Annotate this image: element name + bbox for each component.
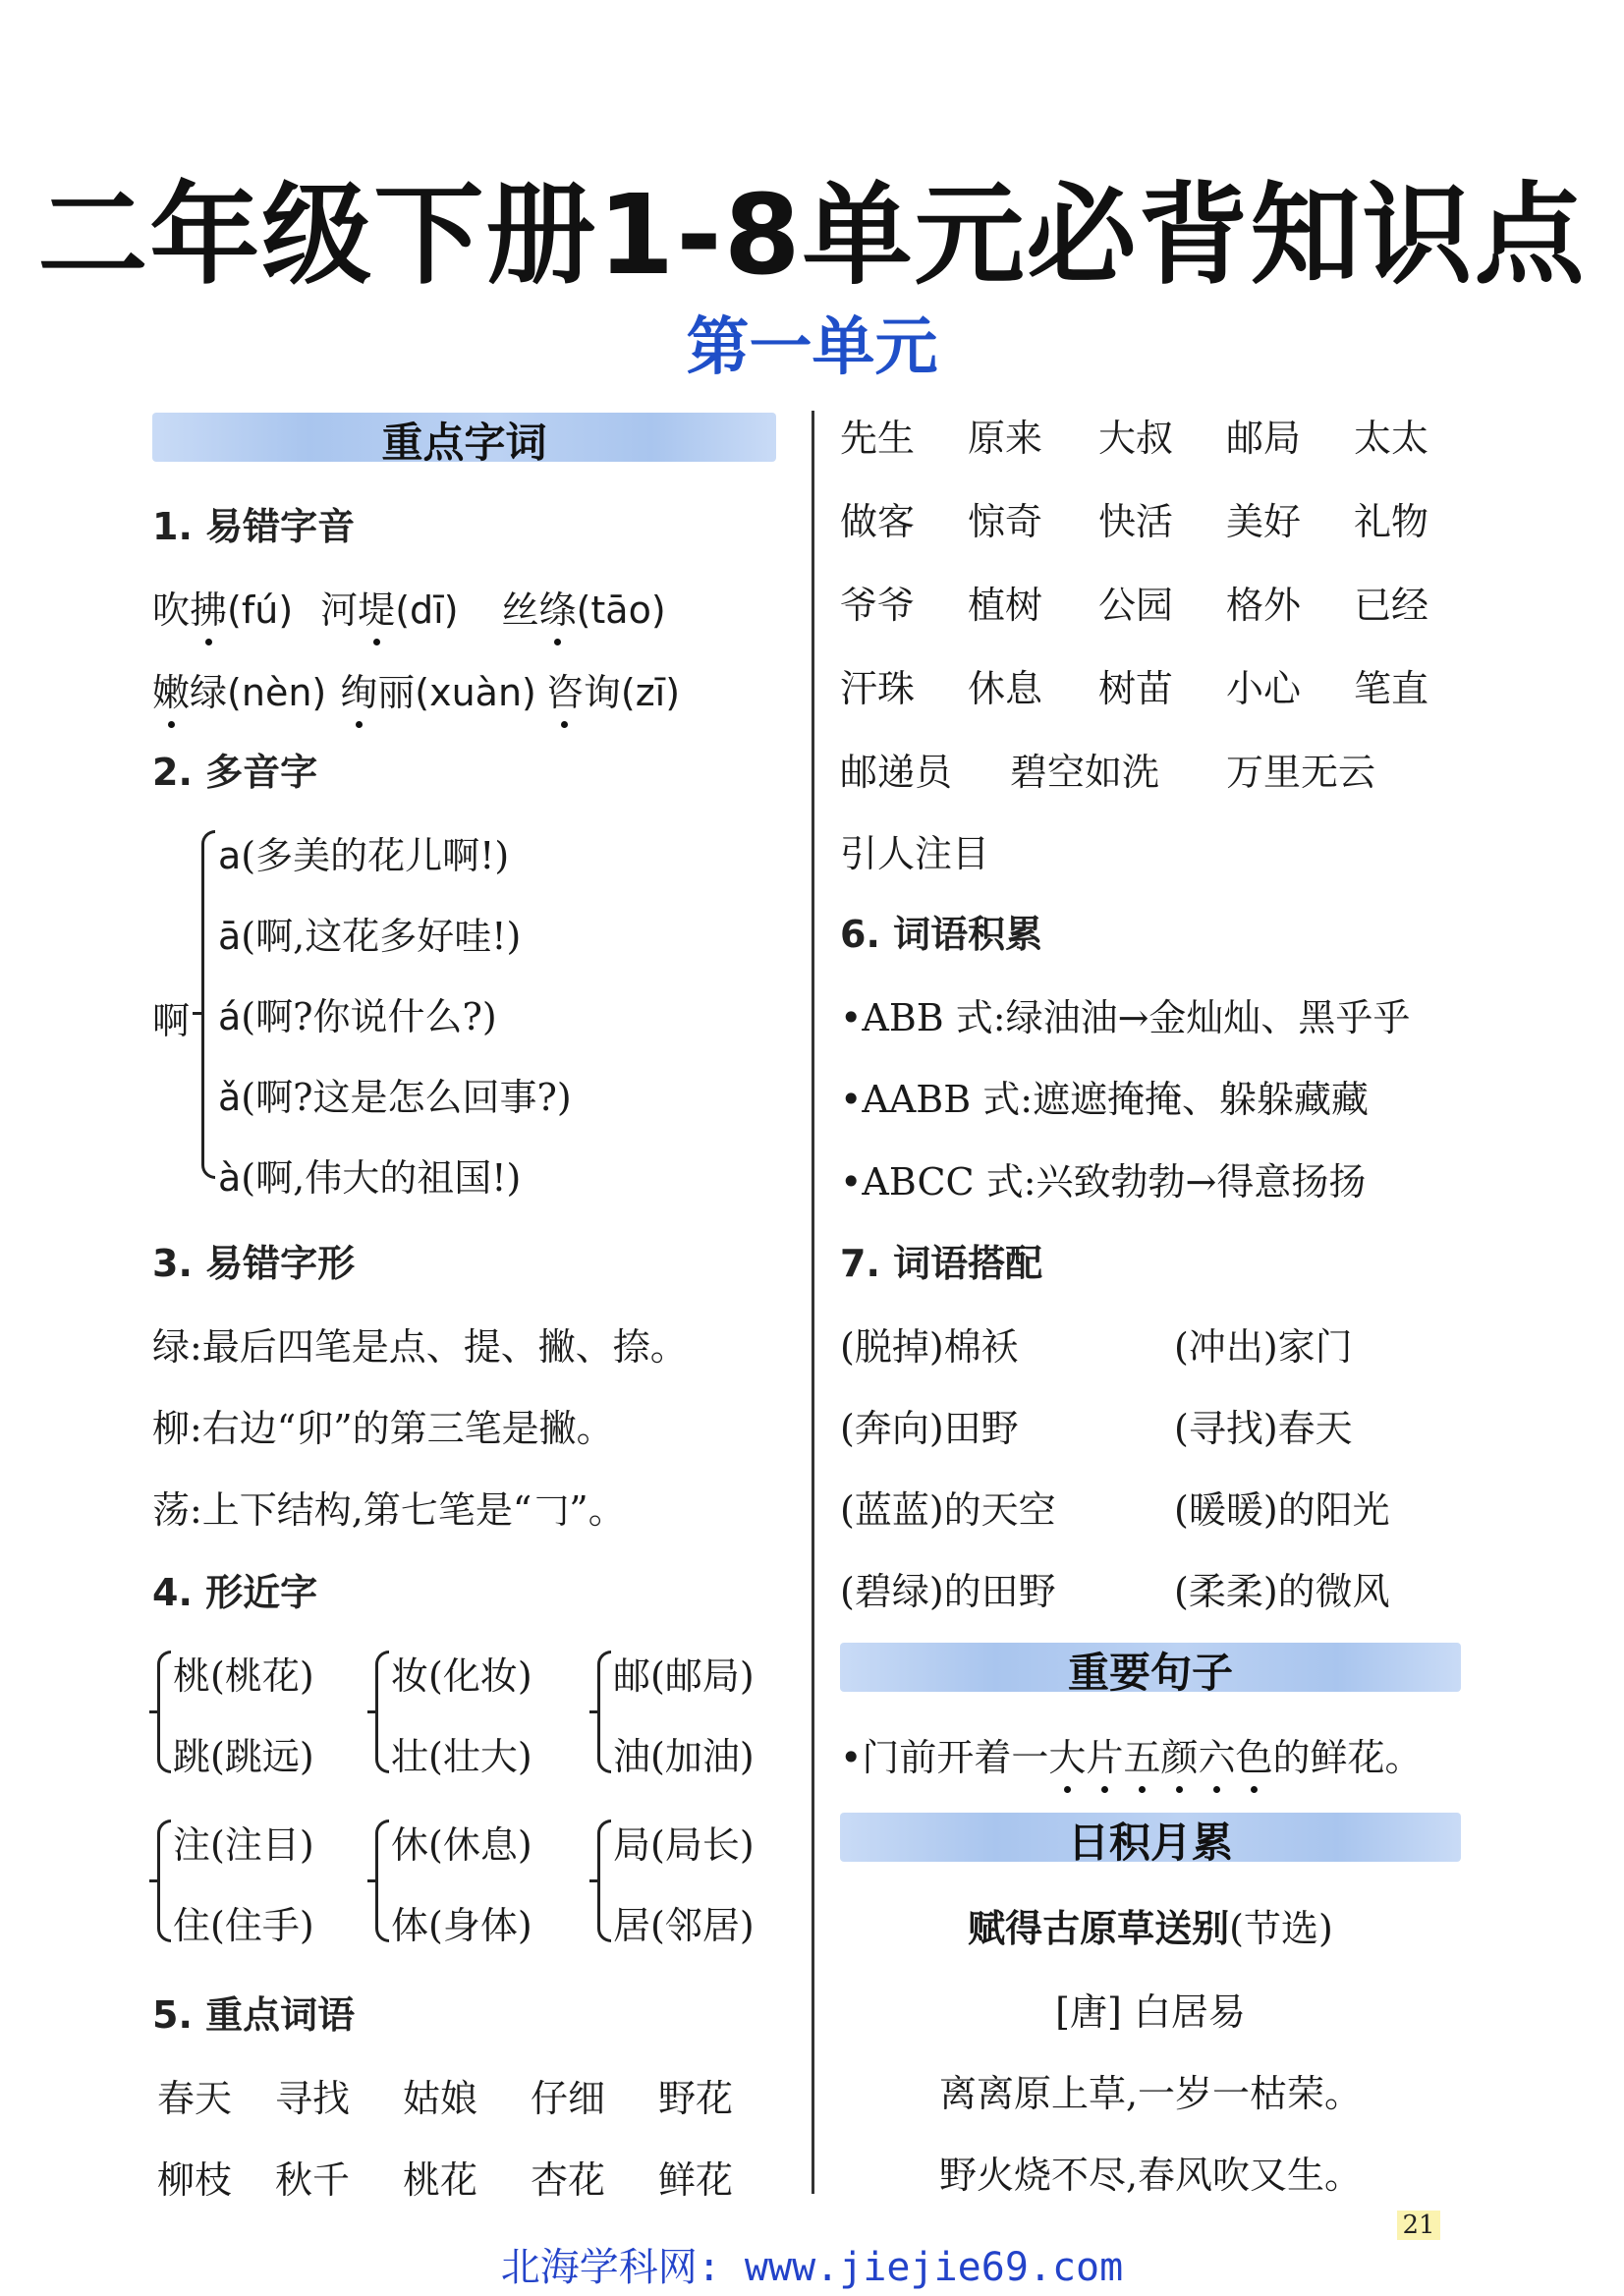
- word-group: 咨询(zī): [546, 662, 680, 716]
- column-divider: [812, 411, 814, 2194]
- collocation: (柔柔)的微风: [1174, 1570, 1390, 1613]
- section-band-label: 日积月累: [1067, 1819, 1233, 1867]
- hanzi: 咨: [546, 662, 584, 716]
- poem-line: 离离原上草,一岁一枯荣。: [938, 2072, 1363, 2115]
- brace-tip: [149, 1710, 159, 1713]
- collocation: (寻找)春天: [1174, 1407, 1353, 1450]
- key-word: 笔直: [1354, 667, 1429, 710]
- heading-similar-chars: 4. 形近字: [152, 1571, 318, 1614]
- brace-tip: [193, 1012, 202, 1015]
- hanzi: 绚: [340, 662, 377, 716]
- key-word: 公园: [1098, 584, 1174, 627]
- emphasized-char: 色: [1236, 1727, 1273, 1781]
- emphasized-char: 片: [1086, 1727, 1123, 1781]
- polyphonic-item: à(啊,伟大的祖国!): [218, 1156, 522, 1200]
- similar-char: 局(局长): [613, 1823, 755, 1867]
- similar-char: 跳(跳远): [173, 1735, 314, 1778]
- poem-title: 赋得古原草送别(节选): [968, 1907, 1333, 1950]
- similar-char: 邮(邮局): [613, 1654, 755, 1698]
- brace: [157, 1651, 171, 1773]
- brace: [201, 830, 215, 1179]
- hanzi: 吹: [152, 588, 191, 632]
- key-word: 小心: [1226, 667, 1302, 710]
- key-word: 礼物: [1354, 500, 1429, 543]
- word-pattern: •ABCC 式:兴致勃勃→得意扬扬: [840, 1160, 1367, 1204]
- key-word: 休息: [968, 667, 1043, 710]
- key-word: 汗珠: [840, 667, 916, 710]
- key-word: 树苗: [1098, 667, 1174, 710]
- key-word: 爷爷: [840, 584, 916, 627]
- brace-tip: [367, 1710, 377, 1713]
- emphasized-char: 五: [1123, 1727, 1160, 1781]
- similar-char: 油(加油): [613, 1735, 755, 1778]
- page-number: 21: [1397, 2211, 1440, 2240]
- key-word: 桃花: [403, 2158, 478, 2202]
- key-word: 已经: [1354, 584, 1429, 627]
- word-group: 嫩绿(nèn): [152, 662, 326, 716]
- collocation: (暖暖)的阳光: [1174, 1488, 1390, 1532]
- key-word: 做客: [840, 500, 916, 543]
- collocation: (蓝蓝)的天空: [840, 1488, 1056, 1532]
- similar-char: 住(住手): [173, 1904, 314, 1947]
- heading-pronunciation: 1. 易错字音: [152, 505, 356, 548]
- key-word: 美好: [1226, 500, 1302, 543]
- page-title: 二年级下册1-8单元必背知识点: [37, 172, 1587, 300]
- emphasized-char: 六: [1198, 1727, 1235, 1781]
- heading-word-accumulation: 6. 词语积累: [840, 913, 1043, 956]
- key-word: 太太: [1354, 417, 1429, 460]
- hanzi: 丝: [501, 588, 539, 632]
- key-sentence: •门前开着一大片五颜六色的鲜花。: [840, 1727, 1423, 1781]
- poem-author: [唐] 白居易: [1055, 1990, 1246, 2034]
- key-word: 邮递员: [840, 751, 953, 794]
- key-word: 鲜花: [658, 2158, 734, 2202]
- collocation: (脱掉)棉袄: [840, 1325, 1019, 1369]
- similar-char: 妆(化妆): [391, 1654, 532, 1698]
- emphasized-char: 颜: [1160, 1727, 1198, 1781]
- hanzi: 嫩: [152, 662, 190, 716]
- key-word: 仔细: [531, 2077, 606, 2120]
- pronunciation-row: [152, 662, 680, 716]
- key-word: 春天: [157, 2077, 233, 2120]
- key-word: 万里无云: [1226, 751, 1376, 794]
- polyphonic-item: ǎ(啊?这是怎么回事?): [218, 1076, 572, 1119]
- unit-title: 第一单元: [686, 311, 938, 384]
- key-word: 野花: [658, 2077, 734, 2120]
- brace-tip: [589, 1879, 599, 1882]
- collocation: (冲出)家门: [1174, 1325, 1353, 1369]
- hanzi: 丽: [377, 671, 416, 714]
- polyphonic-item: ā(啊,这花多好哇!): [218, 915, 522, 958]
- word-pattern: •AABB 式:遮遮掩掩、躲躲藏藏: [840, 1078, 1370, 1121]
- key-word: 邮局: [1226, 417, 1302, 460]
- section-band-label: 重点字词: [381, 419, 547, 467]
- key-word: 引人注目: [840, 832, 990, 875]
- key-word: 秋千: [275, 2158, 351, 2202]
- poem-line: 野火烧不尽,春风吹又生。: [938, 2154, 1363, 2197]
- similar-char: 体(身体): [391, 1904, 532, 1947]
- collocation: (奔向)田野: [840, 1407, 1019, 1450]
- heading-key-words: 5. 重点词语: [152, 1993, 356, 2037]
- key-word: 原来: [968, 417, 1043, 460]
- pronunciation-row: [152, 580, 666, 634]
- heading-polyphonic: 2. 多音字: [152, 751, 318, 794]
- key-word: 先生: [840, 417, 916, 460]
- polyphonic-item: á(啊?你说什么?): [218, 995, 497, 1038]
- brace: [375, 1820, 389, 1942]
- hanzi: 询: [583, 671, 621, 714]
- brace: [157, 1820, 171, 1942]
- brace: [597, 1651, 611, 1773]
- footer-watermark: 北海学科网: www.jiejie69.com: [500, 2245, 1124, 2290]
- word-pattern: •ABB 式:绿油油→金灿灿、黑乎乎: [840, 996, 1411, 1039]
- key-word: 杏花: [531, 2158, 606, 2202]
- key-word: 植树: [968, 584, 1043, 627]
- brace: [375, 1651, 389, 1773]
- glyph-note: 柳:右边“卯”的第三笔是撇。: [152, 1407, 614, 1450]
- similar-char: 注(注目): [173, 1823, 314, 1867]
- glyph-note: 绿:最后四笔是点、提、撇、捺。: [152, 1325, 688, 1369]
- key-word: 快活: [1098, 500, 1174, 543]
- hanzi: 河: [320, 588, 359, 632]
- hanzi: 堤: [358, 580, 395, 634]
- similar-char: 桃(桃花): [173, 1654, 314, 1698]
- word-group: 吹拂(fú): [152, 580, 293, 634]
- section-band-label: 重要句子: [1067, 1649, 1233, 1697]
- key-word: 格外: [1226, 584, 1302, 627]
- key-word: 惊奇: [968, 500, 1043, 543]
- emphasized-char: 大: [1048, 1727, 1086, 1781]
- brace-tip: [589, 1710, 599, 1713]
- brace-tip: [149, 1879, 159, 1882]
- polyphonic-item: a(多美的花儿啊!): [218, 834, 510, 877]
- key-word: 大叔: [1098, 417, 1174, 460]
- glyph-note: 荡:上下结构,第七笔是“𠃌”。: [152, 1488, 626, 1532]
- brace-tip: [367, 1879, 377, 1882]
- key-word: 柳枝: [157, 2158, 233, 2202]
- heading-glyph-errors: 3. 易错字形: [152, 1242, 356, 1285]
- hanzi: 绦: [539, 580, 577, 634]
- key-word: 碧空如洗: [1010, 751, 1160, 794]
- similar-char: 休(休息): [391, 1823, 532, 1867]
- heading-word-collocation: 7. 词语搭配: [840, 1242, 1043, 1285]
- brace: [597, 1820, 611, 1942]
- hanzi: 绿: [190, 671, 228, 714]
- word-group: 绚丽(xuàn): [340, 662, 536, 716]
- collocation: (碧绿)的田野: [840, 1570, 1056, 1613]
- word-group: 丝绦(tāo): [502, 580, 666, 634]
- polyphonic-char: 啊: [152, 999, 191, 1042]
- word-group: 河堤(dī): [320, 580, 458, 634]
- key-word: 寻找: [275, 2077, 351, 2120]
- hanzi: 拂: [190, 580, 227, 634]
- similar-char: 壮(壮大): [391, 1735, 532, 1778]
- key-word: 姑娘: [403, 2077, 478, 2120]
- similar-char: 居(邻居): [613, 1904, 755, 1947]
